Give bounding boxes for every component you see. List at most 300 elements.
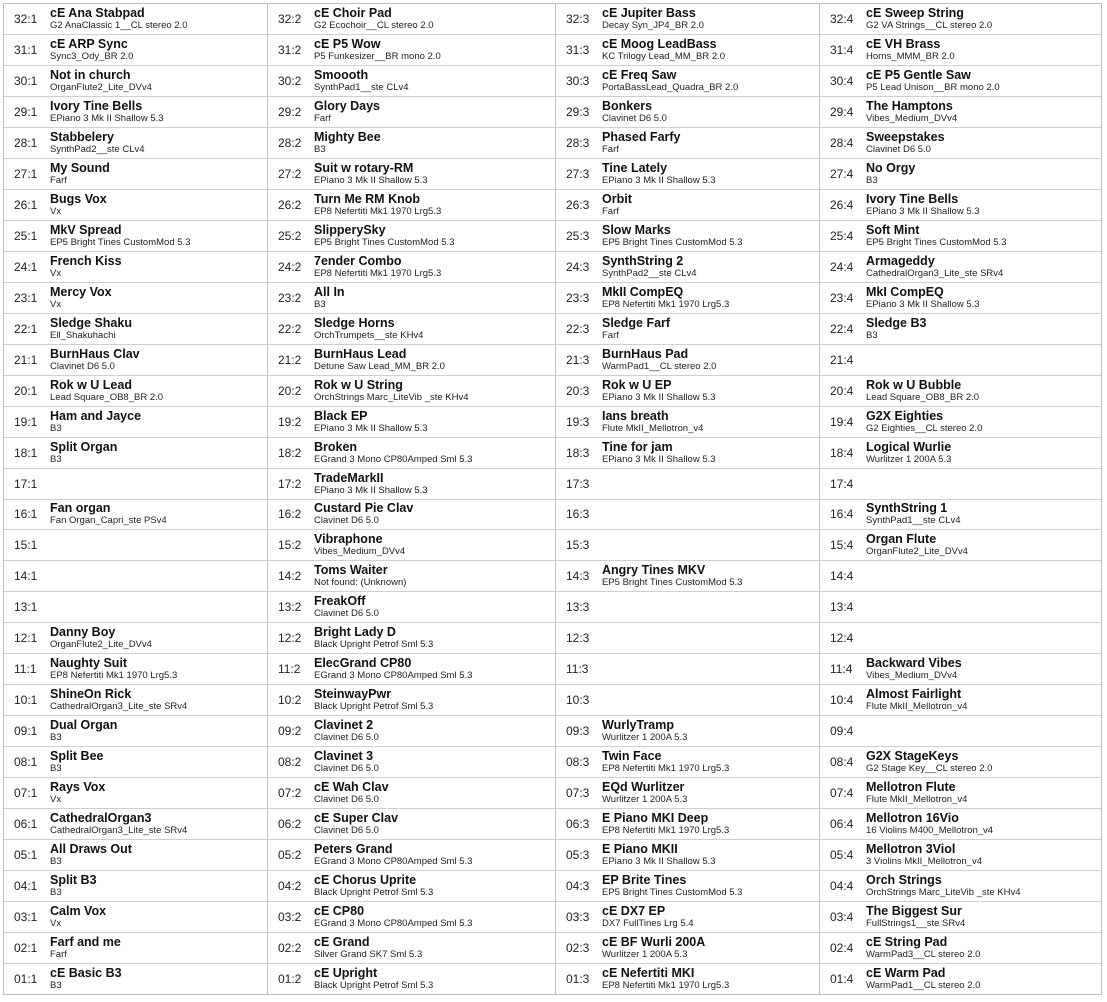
sound-name: KC Trilogy Lead_MM_BR 2.0 — [602, 50, 726, 62]
program-cell[interactable] — [268, 190, 555, 221]
slot-number: 12:3 — [566, 631, 590, 646]
program-cell[interactable] — [556, 283, 819, 314]
program-cell[interactable] — [268, 97, 555, 128]
program-info — [602, 718, 687, 744]
program-cell[interactable] — [268, 469, 555, 500]
program-cell[interactable] — [556, 376, 819, 407]
program-name: Almost Fairlight — [866, 687, 962, 702]
program-name: cE Warm Pad — [866, 966, 946, 981]
sound-name: EP5 Bright Tines CustomMod 5.3 — [602, 236, 743, 248]
program-cell[interactable] — [268, 221, 555, 252]
program-cell[interactable] — [268, 654, 555, 685]
program-info — [866, 254, 1003, 280]
program-cell[interactable] — [556, 469, 819, 500]
sound-name: EGrand 3 Mono CP80Amped Sml 5.3 — [314, 918, 473, 930]
slot-number: 22:3 — [566, 321, 590, 336]
program-cell[interactable] — [820, 469, 1101, 500]
program-cell[interactable] — [4, 530, 267, 561]
sound-name: Clavinet D6 5.0 — [314, 732, 379, 744]
program-cell[interactable] — [556, 314, 819, 345]
program-name: Danny Boy — [50, 625, 116, 640]
sound-name: OrchTrumpets__ste KHv4 — [314, 329, 424, 341]
sound-name: EGrand 3 Mono CP80Amped Sml 5.3 — [314, 856, 473, 868]
program-cell[interactable] — [556, 840, 819, 871]
program-cell[interactable] — [4, 438, 267, 469]
program-cell[interactable] — [820, 933, 1101, 964]
program-name: ElecGrand CP80 — [314, 656, 412, 671]
program-cell[interactable] — [820, 35, 1101, 66]
program-cell[interactable] — [820, 654, 1101, 685]
program-info — [602, 904, 694, 930]
program-info — [602, 316, 670, 342]
program-cell[interactable] — [268, 747, 555, 778]
program-info — [866, 656, 962, 682]
slot-number: 01:2 — [278, 972, 302, 987]
program-cell[interactable] — [4, 500, 267, 531]
program-name: Rok w U String — [314, 377, 403, 392]
slot-number: 31:3 — [566, 42, 590, 57]
sound-name: P5 Funkesizer__BR mono 2.0 — [314, 50, 441, 62]
program-cell[interactable] — [4, 716, 267, 747]
slot-number: 27:4 — [830, 166, 854, 181]
program-name: Rok w U Bubble — [866, 377, 962, 392]
program-cell[interactable] — [4, 654, 267, 685]
program-cell[interactable] — [820, 97, 1101, 128]
program-cell[interactable] — [4, 128, 267, 159]
program-name: cE Grand — [314, 935, 370, 950]
slot-number: 13:1 — [14, 600, 38, 615]
slot-number: 05:3 — [566, 848, 590, 863]
program-cell[interactable] — [4, 933, 267, 964]
sound-name: B3 — [50, 422, 62, 434]
sound-name: SynthPad2__ste CLv4 — [602, 267, 697, 279]
slot-number: 03:1 — [14, 910, 38, 925]
program-info — [314, 687, 433, 713]
slot-number: 16:4 — [830, 507, 854, 522]
program-cell[interactable] — [4, 221, 267, 252]
sound-name: DX7 FullTines Lrg 5.4 — [602, 918, 694, 930]
program-name: Rok w U EP — [602, 377, 672, 392]
sound-name: EPiano 3 Mk II Shallow 5.3 — [50, 112, 164, 124]
program-cell[interactable] — [556, 809, 819, 840]
program-info — [50, 285, 112, 311]
program-info — [50, 223, 190, 249]
program-cell[interactable] — [4, 871, 267, 902]
program-cell[interactable] — [4, 747, 267, 778]
program-name: cE Wah Clav — [314, 780, 389, 795]
program-cell[interactable] — [820, 530, 1101, 561]
slot-number: 31:2 — [278, 42, 302, 57]
slot-number: 26:3 — [566, 197, 590, 212]
program-cell[interactable] — [556, 500, 819, 531]
program-cell[interactable] — [268, 685, 555, 716]
slot-number: 24:1 — [14, 259, 38, 274]
program-cell[interactable] — [4, 592, 267, 623]
program-cell[interactable] — [4, 252, 267, 283]
program-info — [314, 440, 472, 466]
program-info — [602, 563, 742, 589]
program-cell[interactable] — [820, 840, 1101, 871]
program-info — [602, 966, 729, 992]
program-name: cE DX7 EP — [602, 904, 666, 919]
program-info — [50, 161, 110, 187]
program-cell[interactable] — [4, 407, 267, 438]
program-cell[interactable] — [820, 716, 1101, 747]
slot-number: 05:1 — [14, 848, 38, 863]
program-cell[interactable] — [268, 252, 555, 283]
program-cell[interactable] — [556, 561, 819, 592]
program-column-1 — [4, 4, 268, 994]
program-cell[interactable] — [268, 500, 555, 531]
program-cell[interactable] — [820, 4, 1101, 35]
program-cell[interactable] — [556, 654, 819, 685]
sound-name: 16 Violins M400_Mellotron_v4 — [866, 825, 994, 837]
program-cell[interactable] — [820, 221, 1101, 252]
program-info — [602, 254, 697, 280]
program-cell[interactable] — [268, 871, 555, 902]
sound-name: OrchStrings Marc_LiteVib _ste KHv4 — [866, 887, 1021, 899]
program-cell[interactable] — [268, 964, 555, 994]
program-cell[interactable] — [556, 778, 819, 809]
sound-name: B3 — [50, 763, 62, 775]
program-cell[interactable] — [4, 778, 267, 809]
slot-number: 21:3 — [566, 352, 590, 367]
sound-name: EPiano 3 Mk II Shallow 5.3 — [602, 856, 716, 868]
slot-number: 25:4 — [830, 228, 854, 243]
program-info — [314, 347, 445, 373]
sound-name: EGrand 3 Mono CP80Amped Sml 5.3 — [314, 453, 473, 465]
program-cell[interactable] — [556, 592, 819, 623]
program-cell[interactable] — [556, 902, 819, 933]
program-cell[interactable] — [268, 376, 555, 407]
program-info — [50, 718, 117, 744]
slot-number: 23:4 — [830, 290, 854, 305]
program-info — [314, 749, 379, 775]
program-name: Sledge Shaku — [50, 315, 132, 330]
program-info — [314, 254, 441, 280]
program-cell[interactable] — [556, 716, 819, 747]
program-cell[interactable] — [4, 964, 267, 994]
slot-number: 31:4 — [830, 42, 854, 57]
program-cell[interactable] — [268, 438, 555, 469]
program-cell[interactable] — [268, 778, 555, 809]
program-info — [602, 223, 742, 249]
slot-number: 20:3 — [566, 383, 590, 398]
program-cell[interactable] — [820, 871, 1101, 902]
program-cell[interactable] — [268, 840, 555, 871]
program-cell[interactable] — [268, 592, 555, 623]
program-name: cE Chorus Uprite — [314, 873, 417, 888]
program-cell[interactable] — [820, 809, 1101, 840]
program-cell[interactable] — [820, 500, 1101, 531]
program-info — [602, 99, 667, 125]
program-name: TradeMarkII — [314, 470, 384, 485]
program-info — [602, 749, 729, 775]
sound-name: B3 — [314, 143, 326, 155]
program-name: Split B3 — [50, 873, 97, 888]
program-column-2 — [268, 4, 556, 994]
program-cell[interactable] — [4, 66, 267, 97]
sound-name: Farf — [602, 329, 619, 341]
program-cell[interactable] — [556, 35, 819, 66]
program-info — [50, 409, 141, 435]
program-cell[interactable] — [820, 252, 1101, 283]
program-column-4 — [820, 4, 1101, 994]
program-cell[interactable] — [556, 964, 819, 994]
slot-number: 13:3 — [566, 600, 590, 615]
program-cell[interactable] — [820, 685, 1101, 716]
program-name: cE P5 Wow — [314, 36, 381, 51]
slot-number: 19:2 — [278, 414, 302, 429]
program-cell[interactable] — [820, 345, 1101, 376]
program-cell[interactable] — [820, 128, 1101, 159]
sound-name: Vibes_Medium_DVv4 — [314, 546, 406, 558]
slot-number: 16:3 — [566, 507, 590, 522]
program-name: Mellotron 16Vio — [866, 811, 959, 826]
program-name: cE Upright — [314, 966, 378, 981]
program-info — [866, 378, 979, 404]
program-cell[interactable] — [556, 530, 819, 561]
program-name: Sledge Horns — [314, 315, 395, 330]
program-cell[interactable] — [4, 159, 267, 190]
program-cell[interactable] — [556, 623, 819, 654]
program-info — [314, 811, 398, 837]
slot-number: 28:3 — [566, 135, 590, 150]
program-cell[interactable] — [820, 314, 1101, 345]
program-name: BurnHaus Lead — [314, 346, 407, 361]
sound-name: EPiano 3 Mk II Shallow 5.3 — [314, 422, 428, 434]
program-cell[interactable] — [268, 66, 555, 97]
program-info — [866, 161, 915, 187]
program-cell[interactable] — [820, 902, 1101, 933]
program-cell[interactable] — [268, 809, 555, 840]
program-cell[interactable] — [4, 314, 267, 345]
program-cell[interactable] — [820, 159, 1101, 190]
slot-number: 05:4 — [830, 848, 854, 863]
program-info — [602, 935, 705, 961]
program-info — [50, 811, 187, 837]
slot-number: 32:4 — [830, 11, 854, 26]
program-cell[interactable] — [268, 35, 555, 66]
slot-number: 18:3 — [566, 445, 590, 460]
program-info — [602, 378, 716, 404]
program-cell[interactable] — [268, 4, 555, 35]
sound-name: Vx — [50, 205, 62, 217]
program-cell[interactable] — [820, 964, 1101, 994]
program-cell[interactable] — [4, 345, 267, 376]
program-cell[interactable] — [820, 190, 1101, 221]
program-cell[interactable] — [268, 345, 555, 376]
program-info — [50, 625, 152, 651]
program-name: cE Nefertiti MKI — [602, 966, 695, 981]
slot-number: 08:2 — [278, 755, 302, 770]
slot-number: 26:2 — [278, 197, 302, 212]
program-cell[interactable] — [820, 561, 1101, 592]
sound-name: EP5 Bright Tines CustomMod 5.3 — [50, 236, 191, 248]
program-cell[interactable] — [4, 283, 267, 314]
sound-name: G2 Ecochoir__CL stereo 2.0 — [314, 19, 434, 31]
slot-number: 29:2 — [278, 104, 302, 119]
program-cell[interactable] — [4, 376, 267, 407]
program-name: Sweepstakes — [866, 129, 945, 144]
program-info — [50, 37, 133, 63]
program-cell[interactable] — [4, 623, 267, 654]
program-info — [602, 285, 729, 311]
sound-name: Clavinet D6 5.0 — [314, 608, 379, 620]
sound-name: Vibes_Medium_DVv4 — [866, 670, 958, 682]
slot-number: 25:1 — [14, 228, 38, 243]
program-cell[interactable] — [556, 252, 819, 283]
program-cell[interactable] — [820, 66, 1101, 97]
slot-number: 30:1 — [14, 73, 38, 88]
program-cell[interactable] — [820, 747, 1101, 778]
program-info — [314, 223, 454, 249]
program-cell[interactable] — [4, 902, 267, 933]
program-cell[interactable] — [820, 592, 1101, 623]
program-cell[interactable] — [556, 221, 819, 252]
program-cell[interactable] — [820, 623, 1101, 654]
program-name: cE Sweep String — [866, 5, 964, 20]
sound-name: 3 Violins MkII_Mellotron_v4 — [866, 856, 982, 868]
program-cell[interactable] — [4, 190, 267, 221]
program-cell[interactable] — [556, 345, 819, 376]
program-name: G2X StageKeys — [866, 749, 959, 764]
slot-number: 27:2 — [278, 166, 302, 181]
sound-name: Farf — [602, 205, 619, 217]
program-name: cE Moog LeadBass — [602, 36, 717, 51]
slot-number: 07:2 — [278, 786, 302, 801]
program-name: cE Super Clav — [314, 811, 399, 826]
program-cell[interactable] — [556, 871, 819, 902]
program-cell[interactable] — [4, 561, 267, 592]
program-cell[interactable] — [556, 97, 819, 128]
program-cell[interactable] — [556, 407, 819, 438]
slot-number: 14:2 — [278, 569, 302, 584]
sound-name: EP5 Bright Tines CustomMod 5.3 — [866, 236, 1007, 248]
program-cell[interactable] — [4, 840, 267, 871]
sound-name: Farf — [50, 949, 67, 961]
sound-name: OrganFlute2_Lite_DVv4 — [50, 639, 152, 651]
slot-number: 11:2 — [278, 662, 301, 677]
program-name: Rok w U Lead — [50, 377, 132, 392]
program-cell[interactable] — [820, 376, 1101, 407]
program-name: Sledge B3 — [866, 315, 927, 330]
sound-name: WarmPad1__CL stereo 2.0 — [866, 980, 981, 992]
slot-number: 17:2 — [278, 476, 302, 491]
program-info — [866, 501, 961, 527]
program-cell[interactable] — [820, 407, 1101, 438]
program-info — [866, 316, 926, 342]
program-info — [50, 68, 152, 94]
program-cell[interactable] — [4, 685, 267, 716]
program-name: FreakOff — [314, 594, 366, 609]
program-info — [314, 316, 423, 342]
sound-name: EP8 Nefertiti Mk1 1970 Lrg5.3 — [314, 205, 442, 217]
program-cell[interactable] — [4, 809, 267, 840]
program-name: My Sound — [50, 160, 110, 175]
program-cell[interactable] — [820, 778, 1101, 809]
program-cell[interactable] — [556, 190, 819, 221]
slot-number: 03:4 — [830, 910, 854, 925]
slot-number: 09:2 — [278, 724, 302, 739]
program-cell[interactable] — [556, 438, 819, 469]
program-info — [314, 6, 434, 32]
program-name: CathedralOrgan3 — [50, 811, 152, 826]
program-cell[interactable] — [268, 933, 555, 964]
sound-name: Detune Saw Lead_MM_BR 2.0 — [314, 360, 445, 372]
slot-number: 21:2 — [278, 352, 302, 367]
program-cell[interactable] — [4, 469, 267, 500]
sound-name: G2 VA Strings__CL stereo 2.0 — [866, 19, 993, 31]
program-cell[interactable] — [268, 530, 555, 561]
sound-name: G2 Stage Key__CL stereo 2.0 — [866, 763, 993, 775]
program-name: Mighty Bee — [314, 129, 381, 144]
program-cell[interactable] — [4, 4, 267, 35]
program-name: 7ender Combo — [314, 253, 402, 268]
sound-name: OrchStrings Marc_LiteVib _ste KHv4 — [314, 391, 469, 403]
program-cell[interactable] — [268, 561, 555, 592]
sound-name: G2 AnaClassic 1__CL stereo 2.0 — [50, 19, 188, 31]
slot-number: 18:1 — [14, 445, 38, 460]
program-name: cE String Pad — [866, 935, 948, 950]
program-cell[interactable] — [556, 66, 819, 97]
program-name: Clavinet 2 — [314, 718, 374, 733]
program-cell[interactable] — [556, 933, 819, 964]
program-name: cE Jupiter Bass — [602, 5, 696, 20]
program-cell[interactable] — [4, 35, 267, 66]
program-name: Armageddy — [866, 253, 935, 268]
program-info — [866, 904, 965, 930]
program-cell[interactable] — [556, 128, 819, 159]
sound-name: CathedralOrgan3_Lite_ste SRv4 — [50, 701, 188, 713]
program-info — [314, 161, 428, 187]
program-cell[interactable] — [820, 438, 1101, 469]
program-info — [50, 130, 145, 156]
program-cell[interactable] — [556, 685, 819, 716]
program-name: Smoooth — [314, 67, 369, 82]
program-cell[interactable] — [268, 716, 555, 747]
program-cell[interactable] — [268, 623, 555, 654]
program-cell[interactable] — [268, 283, 555, 314]
sound-name: EP8 Nefertiti Mk1 1970 Lrg5.3 — [602, 825, 730, 837]
program-info — [50, 780, 105, 806]
program-cell[interactable] — [268, 407, 555, 438]
slot-number: 09:3 — [566, 724, 590, 739]
sound-name: CathedralOrgan3_Lite_ste SRv4 — [866, 267, 1004, 279]
sound-name: EPiano 3 Mk II Shallow 5.3 — [866, 298, 980, 310]
sound-name: B3 — [50, 732, 62, 744]
program-name: Soft Mint — [866, 222, 920, 237]
program-name: cE Choir Pad — [314, 5, 392, 20]
sound-name: Flute MkII_Mellotron_v4 — [602, 422, 704, 434]
program-cell[interactable] — [268, 902, 555, 933]
sound-name: Clavinet D6 5.0 — [314, 825, 379, 837]
sound-name: B3 — [866, 174, 878, 186]
program-cell[interactable] — [556, 747, 819, 778]
program-cell[interactable] — [820, 283, 1101, 314]
program-cell[interactable] — [556, 159, 819, 190]
slot-number: 25:2 — [278, 228, 302, 243]
sound-name: B3 — [50, 887, 62, 899]
sound-name: B3 — [50, 453, 62, 465]
program-cell[interactable] — [268, 128, 555, 159]
program-cell[interactable] — [556, 4, 819, 35]
program-cell[interactable] — [268, 314, 555, 345]
program-cell[interactable] — [4, 97, 267, 128]
program-name: Orch Strings — [866, 873, 942, 888]
program-cell[interactable] — [268, 159, 555, 190]
program-name: cE VH Brass — [866, 36, 941, 51]
